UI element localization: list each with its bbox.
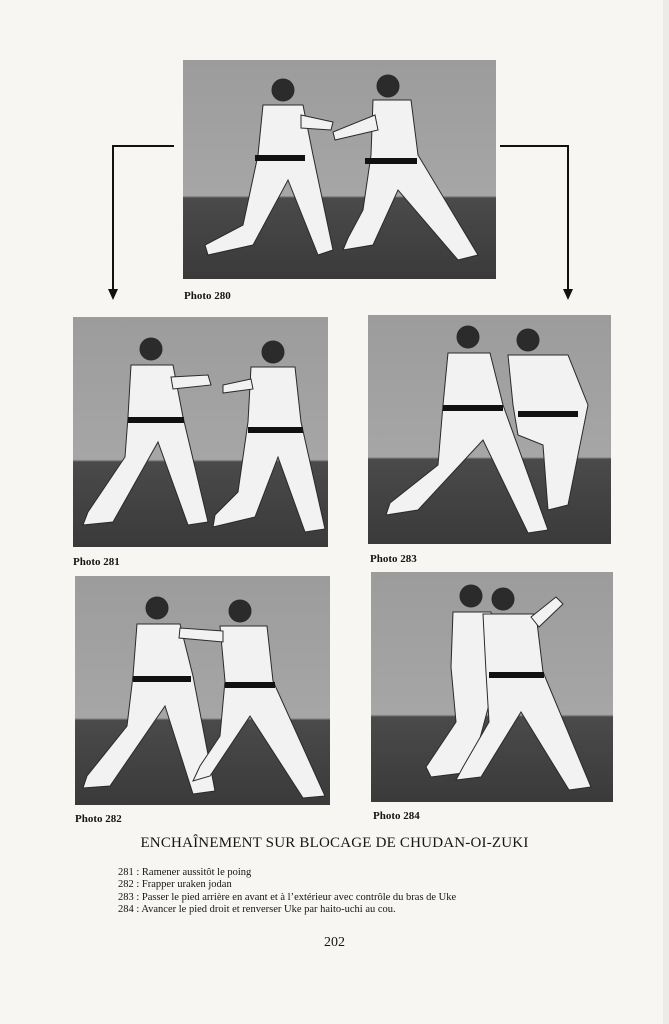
karate-pair-figure [73, 317, 328, 547]
karate-pair-figure [368, 315, 611, 544]
arrow-right-horizontal [500, 145, 568, 147]
step-item: 283 : Passer le pied arrière en avant et à l’extérieur avec contrôle du bras de Uke [118, 891, 457, 903]
photo-281 [73, 317, 328, 547]
karate-pair-figure [75, 576, 330, 805]
photo-caption: Photo 284 [373, 810, 420, 822]
photo-280 [183, 60, 496, 279]
arrow-left-vertical [112, 145, 114, 291]
karate-pair-figure [371, 572, 613, 802]
photo-caption: Photo 281 [73, 556, 120, 568]
arrow-down-icon [107, 289, 119, 301]
photo-caption: Photo 280 [184, 290, 231, 302]
photo-caption: Photo 283 [370, 553, 417, 565]
karate-pair-figure [183, 60, 496, 279]
arrow-down-icon [562, 289, 574, 301]
section-heading: ENCHAÎNEMENT SUR BLOCAGE DE CHUDAN-OI-ZUKI [140, 835, 529, 851]
photo-284 [371, 572, 613, 802]
arrow-right-vertical [567, 145, 569, 291]
photo-caption: Photo 282 [75, 813, 122, 825]
step-item: 282 : Frapper uraken jodan [118, 879, 232, 891]
photo-282 [75, 576, 330, 805]
arrow-left-horizontal [112, 145, 174, 147]
page-edge [663, 0, 669, 1024]
step-item: 284 : Avancer le pied droit et renverser Uke par haito-uchi au cou. [118, 904, 396, 916]
steps-list [118, 867, 456, 917]
step-item: 281 : Ramener aussitôt le poing [118, 867, 252, 878]
photo-283 [368, 315, 611, 544]
page-number: 202 [324, 935, 345, 950]
